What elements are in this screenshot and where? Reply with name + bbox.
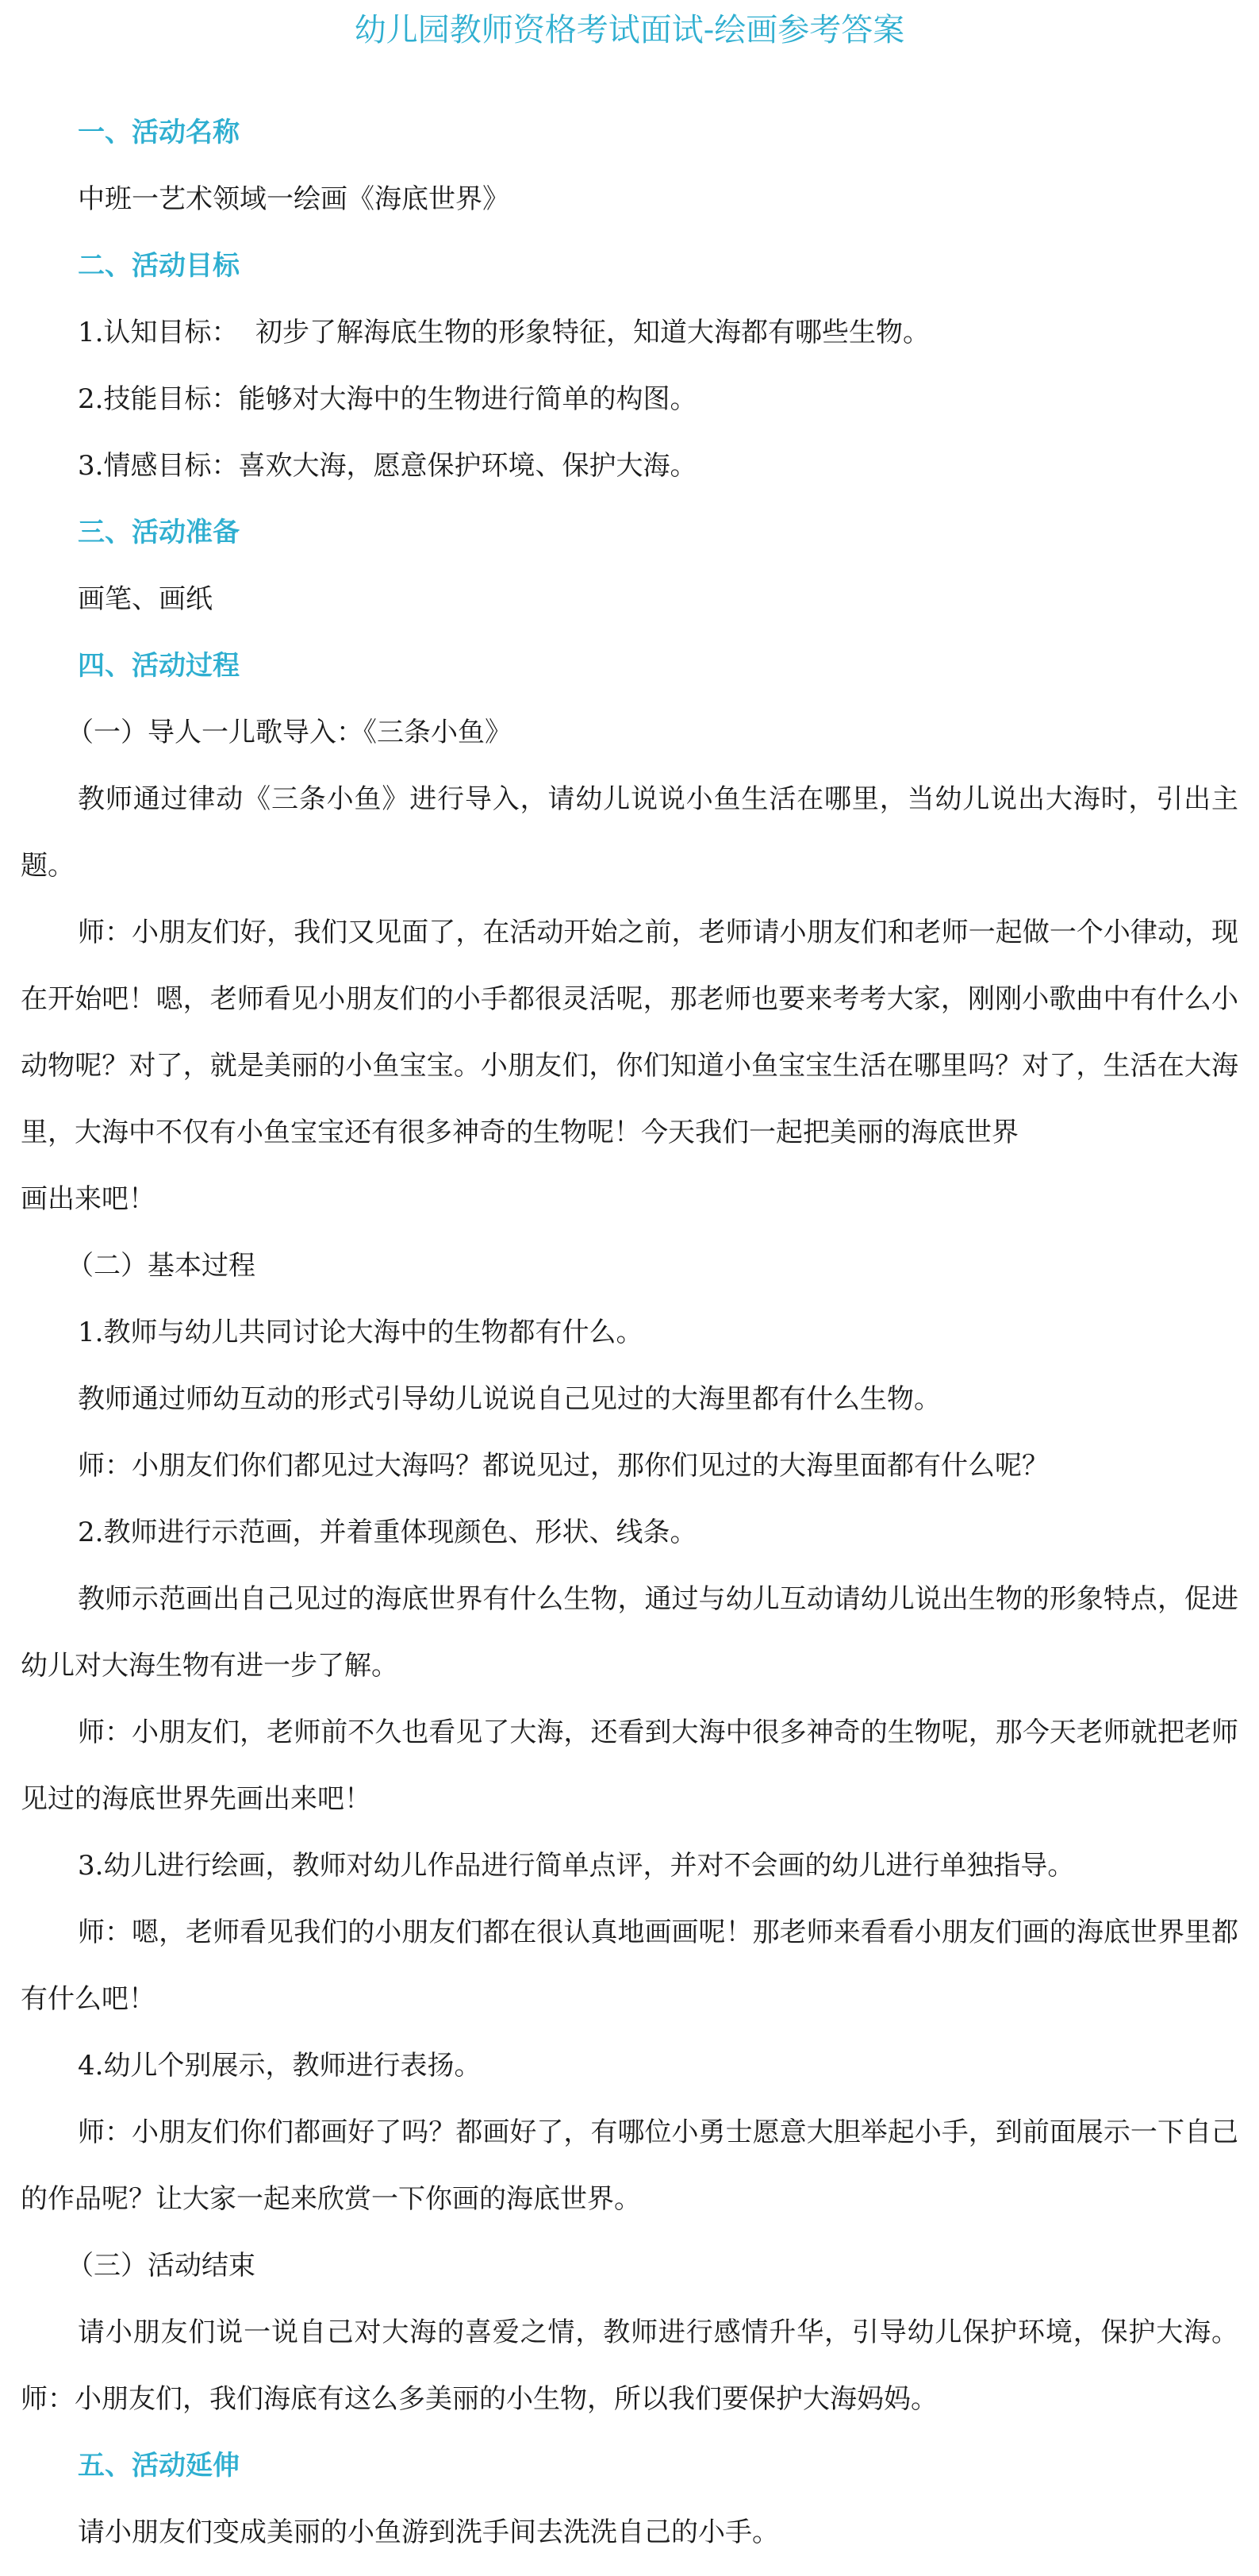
goal-skill: 2.技能目标：能够对大海中的生物进行简单的构图。 [78,383,697,415]
subsection-basic-title: （二）基本过程 [67,1250,255,1282]
step-1-text: 教师通过师幼互动的形式引导幼儿说说自己见过的大海里都有什么生物。 [78,1383,941,1415]
step-1: 1.教师与幼儿共同讨论大海中的生物都有什么。 [78,1317,643,1348]
document-title: 幼儿园教师资格考试面试-绘画参考答案 [354,12,905,48]
goal-cognitive: 1.认知目标： 初步了解海底生物的形象特征，知道大海都有哪些生物。 [78,317,931,348]
step-4: 4.幼儿个别展示，教师进行表扬。 [78,2050,482,2082]
goal-emotion: 3.情感目标：喜欢大海，愿意保护环境、保护大海。 [78,450,697,482]
section-heading-activity-name: 一、活动名称 [78,117,240,148]
document-body [21,99,1238,2566]
step-3-dialog: 师：嗯，老师看见我们的小朋友们都在很认真地画画呢！那老师来看看小朋友们画的海底世界里都有什么吧！ [21,1917,1238,2015]
intro-paragraph: 教师通过律动《三条小鱼》进行导入，请幼儿说说小鱼生活在哪里，当幼儿说出大海时，引出主题。 [21,783,1238,882]
activity-name-text: 中班一艺术领域一绘画《海底世界》 [78,183,509,215]
section-heading-preparation: 三、活动准备 [78,517,240,548]
subsection-ending-title: （三）活动结束 [67,2250,255,2282]
step-2-text: 教师示范画出自己见过的海底世界有什么生物，通过与幼儿互动请幼儿说出生物的形象特点，促进幼儿对大海生物有进一步了解。 [21,1583,1238,1682]
section-heading-process: 四、活动过程 [78,650,240,682]
section-heading-extension: 五、活动延伸 [78,2450,240,2482]
section-heading-goals: 二、活动目标 [78,250,240,282]
preparation-text: 画笔、画纸 [78,583,213,615]
intro-dialog-end: 画出来吧！ [21,1183,155,1215]
ending-paragraph: 请小朋友们说一说自己对大海的喜爱之情，教师进行感情升华，引导幼儿保护环境，保护大海。师：小朋友们，我们海底有这么多美丽的小生物，所以我们要保护大海妈妈。 [21,2316,1238,2415]
subsection-intro-title: （一）导人一儿歌导入：《三条小鱼》 [67,717,512,748]
step-4-dialog: 师：小朋友们你们都画好了吗？都画好了，有哪位小勇士愿意大胆举起小手，到前面展示一下自己的作品呢？让大家一起来欣赏一下你画的海底世界。 [21,2117,1238,2215]
intro-dialog: 师：小朋友们好，我们又见面了，在活动开始之前，老师请小朋友们和老师一起做一个小律动，现在开始吧！嗯，老师看见小朋友们的小手都很灵活呢，那老师也要来考考大家，刚刚小歌曲中有什么小动物呢？对了，就是美丽的小鱼宝宝。小朋友们，你们知道小鱼宝宝生活在哪里吗？对了，生活在大海里，大海中不仅有小鱼宝宝还有很多神奇的生物呢！今天我们一起把美丽的海底世界 [21,917,1238,1148]
extension-text: 请小朋友们变成美丽的小鱼游到洗手间去洗洗自己的小手。 [78,2516,779,2548]
step-2: 2.教师进行示范画，并着重体现颜色、形状、线条。 [78,1517,697,1548]
step-3: 3.幼儿进行绘画，教师对幼儿作品进行简单点评，并对不会画的幼儿进行单独指导。 [78,1850,1075,1882]
step-1-dialog: 师：小朋友们你们都见过大海吗？都说见过，那你们见过的大海里面都有什么呢？ [78,1450,1049,1482]
step-2-dialog: 师：小朋友们，老师前不久也看见了大海，还看到大海中很多神奇的生物呢，那今天老师就把老师见过的海底世界先画出来吧！ [21,1717,1238,1815]
